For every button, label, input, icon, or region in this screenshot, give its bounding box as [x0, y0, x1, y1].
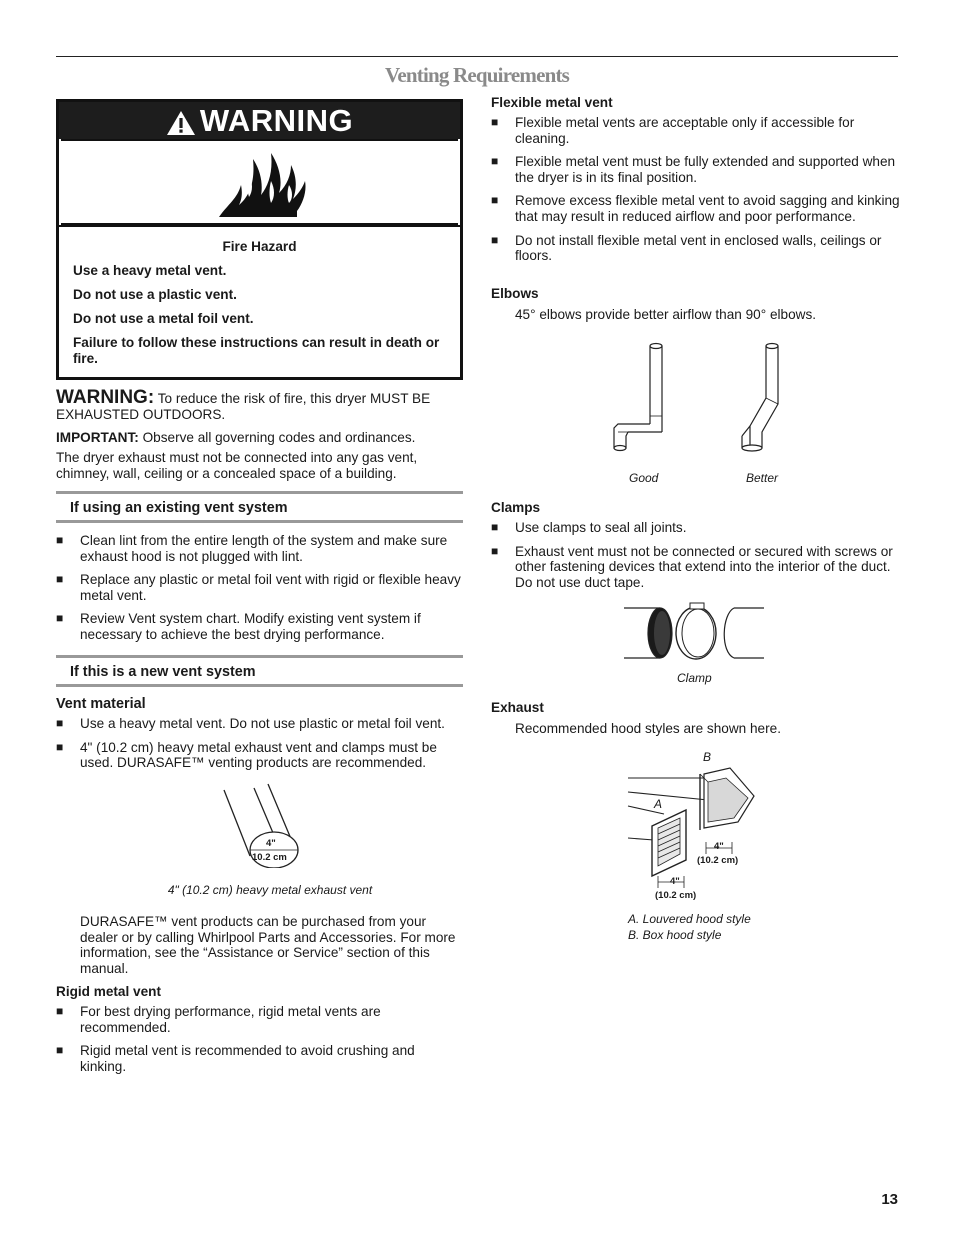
warning-banner — [59, 102, 460, 139]
existing-vent-list — [56, 533, 463, 651]
list-item: ■ For best drying performance, rigid metal vents are recommended. — [56, 1004, 463, 1035]
elbow-good-caption: Good — [629, 471, 659, 485]
fire-icon — [211, 145, 331, 225]
elbows-heading: Elbows — [491, 286, 539, 301]
exhaust-hoods-illustration — [624, 756, 764, 906]
hood-label-a: A — [654, 797, 663, 811]
exhaust-text: Recommended hood styles are shown here. — [515, 721, 781, 736]
warning-statement — [56, 387, 464, 422]
list-item: ■ Flexible metal vents are acceptable only if accessible for cleaning. — [491, 115, 901, 146]
hood-b-dim-cm: (10.2 cm) — [697, 855, 739, 866]
list-item: ■ Rigid metal vent is recommended to avoid crushing and kinking. — [56, 1043, 463, 1074]
rigid-vent-list — [56, 1004, 463, 1082]
hood-caption-a: A. Louvered hood style — [628, 912, 751, 926]
list-item: ■ Replace any plastic or metal foil vent with rigid or flexible heavy metal vent. — [56, 572, 463, 603]
vent-dim-cm: 10.2 cm — [252, 852, 287, 863]
rigid-vent-heading: Rigid metal vent — [56, 984, 161, 999]
section-new-vent — [56, 655, 463, 687]
section-heading: If using an existing vent system — [70, 500, 288, 516]
list-item: ■ Clean lint from the entire length of the system and make sure exhaust hood is not plugged with lint. — [56, 533, 463, 564]
list-item: ■ Use a heavy metal vent. Do not use plastic or metal foil vent. — [56, 716, 463, 732]
clamp-illustration — [622, 600, 768, 664]
flexible-vent-list — [491, 115, 901, 272]
durasafe-paragraph: DURASAFE™ vent products can be purchased from your dealer or by calling Whirlpool Parts and Accessories. For more information, see the “Assistance or Service” section of this manual. — [80, 914, 456, 976]
elbow-better-caption: Better — [746, 471, 779, 485]
vent-material-heading: Vent material — [56, 696, 146, 712]
top-rule — [56, 56, 898, 57]
warning-label: WARNING: — [56, 387, 155, 408]
hood-b-dim-inches: 4" — [714, 841, 724, 852]
warning-line: Do not use a plastic vent. — [73, 287, 237, 302]
hood-caption-b: B. Box hood style — [628, 928, 722, 942]
important-statement — [56, 430, 464, 446]
warning-triangle-icon — [166, 110, 196, 136]
list-item: ■ Review Vent system chart. Modify existing vent system if necessary to achieve the best drying performance. — [56, 611, 463, 642]
warning-line: Failure to follow these instructions can result in death or fire. — [73, 335, 440, 366]
warning-banner-text: WARNING — [199, 103, 354, 138]
warning-box — [56, 99, 463, 380]
vent-material-list — [56, 716, 463, 779]
page-number: 13 — [881, 1191, 898, 1208]
elbows-text: 45° elbows provide better airflow than 90° elbows. — [515, 307, 817, 322]
clamp-caption: Clamp — [677, 671, 712, 685]
important-text: Observe all governing codes and ordinances. — [142, 430, 416, 445]
vent-dim-inches: 4" — [266, 838, 276, 849]
warning-line: Do not use a metal foil vent. — [73, 311, 254, 326]
vent-figure-caption: 4" (10.2 cm) heavy metal exhaust vent — [167, 883, 373, 897]
flexible-vent-heading: Flexible metal vent — [491, 95, 613, 110]
exhaust-paragraph: The dryer exhaust must not be connected into any gas vent, chimney, wall, ceiling or a concealed space of a building. — [56, 450, 418, 481]
hood-a-dim-inches: 4" — [670, 876, 680, 887]
page-title: Venting Requirements — [384, 63, 570, 87]
fire-hazard-pictogram — [61, 139, 458, 225]
clamps-heading: Clamps — [491, 500, 541, 515]
list-item: ■ Do not install flexible metal vent in enclosed walls, ceilings or floors. — [491, 233, 901, 264]
warning-text-panel — [59, 225, 460, 367]
warning-line-title: Fire Hazard — [222, 239, 297, 254]
list-item: ■ Exhaust vent must not be connected or secured with screws or other fastening devices that extend into the interior of the duct. Do not use duct tape. — [491, 544, 901, 591]
important-label: IMPORTANT: — [56, 430, 139, 445]
warning-statement-text: To reduce the risk of fire, this dryer MUST BE EXHAUSTED OUTDOORS. — [56, 391, 431, 422]
hood-label-b: B — [703, 750, 712, 764]
section-heading: If this is a new vent system — [70, 664, 256, 680]
elbows-illustration — [600, 340, 800, 464]
list-item: ■ 4" (10.2 cm) heavy metal exhaust vent and clamps must be used. DURASAFE™ venting products are recommended. — [56, 740, 463, 771]
warning-line: Use a heavy metal vent. — [73, 263, 227, 278]
clamps-list — [491, 520, 901, 598]
list-item: ■ Use clamps to seal all joints. — [491, 520, 901, 536]
list-item: ■ Flexible metal vent must be fully extended and supported when the dryer is in its final position. — [491, 154, 901, 185]
hood-a-dim-cm: (10.2 cm) — [655, 890, 697, 901]
section-existing-vent — [56, 491, 463, 523]
list-item: ■ Remove excess flexible metal vent to avoid sagging and kinking that may result in reduced airflow and poor performance. — [491, 193, 901, 224]
exhaust-heading: Exhaust — [491, 700, 544, 715]
